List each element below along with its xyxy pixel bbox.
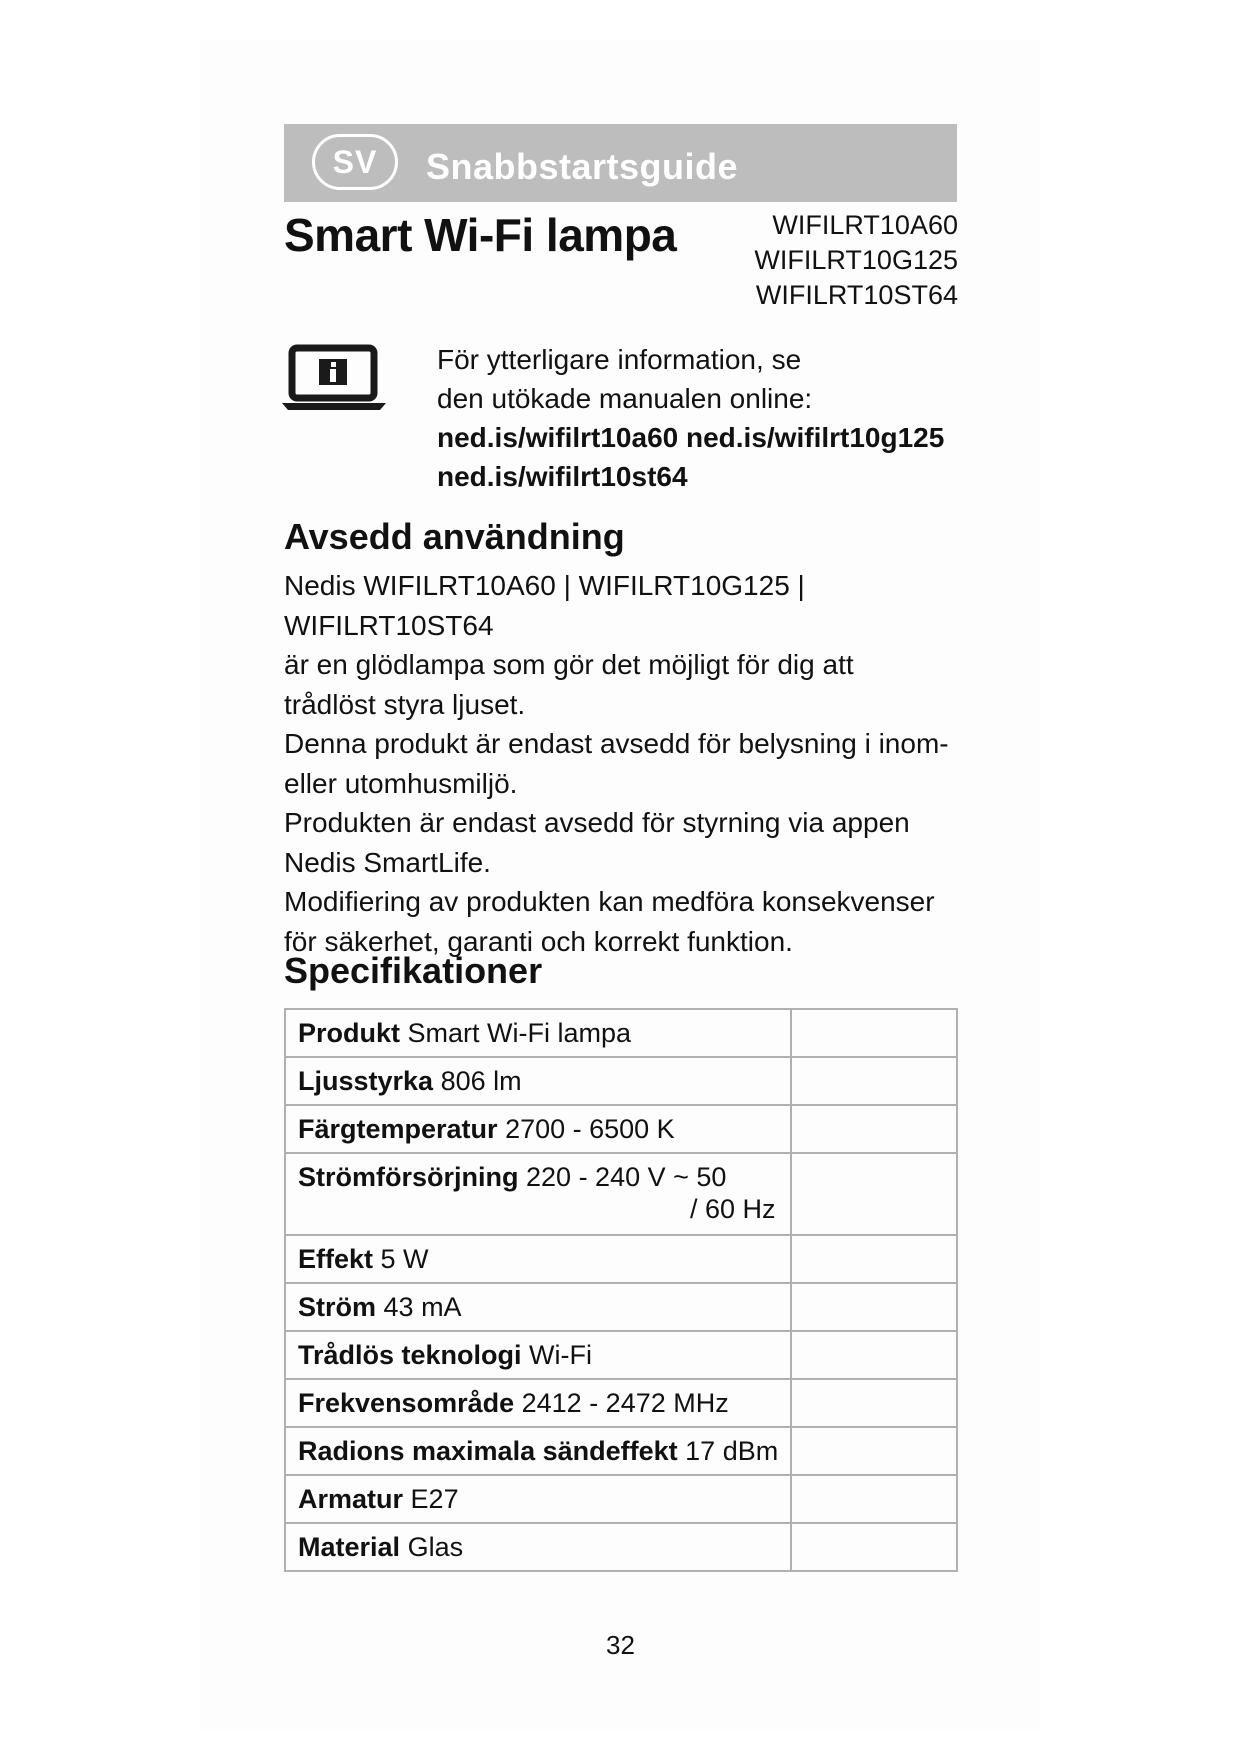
spec-label: Frekvensområde bbox=[298, 1388, 515, 1418]
empty-cell bbox=[791, 1331, 957, 1379]
empty-cell bbox=[791, 1009, 957, 1057]
spec-cell bbox=[285, 1379, 791, 1427]
page-number: 32 bbox=[606, 1630, 635, 1660]
language-badge: SV bbox=[312, 134, 398, 190]
spec-value: 5 W bbox=[380, 1244, 429, 1274]
spec-label: Färgtemperatur bbox=[298, 1114, 498, 1144]
spec-cell bbox=[285, 1427, 791, 1475]
spec-cell bbox=[285, 1523, 791, 1571]
spec-cell bbox=[285, 1105, 791, 1153]
spec-cell bbox=[285, 1475, 791, 1523]
spec-value: Wi-Fi bbox=[529, 1340, 593, 1370]
text-line: eller utomhusmiljö. bbox=[284, 767, 518, 799]
table-row bbox=[285, 1283, 957, 1331]
text-line: för säkerhet, garanti och korrekt funktion. bbox=[284, 925, 793, 957]
table-row bbox=[285, 1153, 957, 1235]
table-row bbox=[285, 1105, 957, 1153]
spec-value: 220 - 240 V ~ 50 bbox=[526, 1162, 727, 1192]
empty-cell bbox=[791, 1235, 957, 1283]
empty-cell bbox=[791, 1427, 957, 1475]
spec-label: Strömförsörjning bbox=[298, 1162, 519, 1192]
language-banner bbox=[284, 124, 957, 202]
spec-cell bbox=[285, 1283, 791, 1331]
specs-heading: Specifikationer bbox=[284, 950, 543, 991]
text-line: Produkten är endast avsedd för styrning via appen bbox=[284, 807, 910, 838]
empty-cell bbox=[791, 1105, 957, 1153]
empty-cell bbox=[791, 1475, 957, 1523]
intended-use-text bbox=[284, 566, 984, 961]
model-number: WIFILRT10ST64 bbox=[755, 280, 958, 310]
spec-value: 2700 - 6500 K bbox=[505, 1114, 675, 1144]
spec-label: Ljusstyrka bbox=[298, 1066, 434, 1096]
table-row bbox=[285, 1057, 957, 1105]
table-row bbox=[285, 1235, 957, 1283]
text-line: Nedis SmartLife. bbox=[284, 846, 491, 878]
manual-links[interactable]: ned.is/wifilrt10a60 ned.is/wifilrt10g125 bbox=[437, 422, 945, 453]
table-row bbox=[285, 1331, 957, 1379]
text-line: trådlöst styra ljuset. bbox=[284, 688, 526, 720]
text-line: Modifiering av produkten kan medföra konsekvenser bbox=[284, 886, 935, 917]
spec-cell bbox=[285, 1235, 791, 1283]
spec-value: 2412 - 2472 MHz bbox=[521, 1388, 729, 1418]
manual-link[interactable]: ned.is/wifilrt10st64 bbox=[437, 461, 688, 492]
spec-value: 17 dBm bbox=[685, 1436, 779, 1466]
model-number: WIFILRT10G125 bbox=[754, 245, 958, 275]
text-line: Nedis WIFILRT10A60 | WIFILRT10G125 | WIFILRT10ST64 bbox=[284, 570, 805, 641]
spec-cell bbox=[285, 1153, 791, 1235]
guide-title: Snabbstartsguide bbox=[426, 146, 739, 187]
empty-cell bbox=[791, 1283, 957, 1331]
spec-cell bbox=[285, 1009, 791, 1057]
empty-cell bbox=[791, 1379, 957, 1427]
spec-label: Material bbox=[298, 1532, 401, 1562]
table-row bbox=[285, 1523, 957, 1571]
spec-value: 806 lm bbox=[440, 1066, 522, 1096]
model-list bbox=[754, 208, 958, 313]
empty-cell bbox=[791, 1523, 957, 1571]
spec-value: Smart Wi-Fi lampa bbox=[407, 1018, 632, 1048]
spec-value-continued: / 60 Hz bbox=[690, 1194, 776, 1224]
spec-cell bbox=[285, 1331, 791, 1379]
table-row bbox=[285, 1475, 957, 1523]
table-row bbox=[285, 1427, 957, 1475]
spec-label: Radions maximala sändeffekt bbox=[298, 1436, 678, 1466]
spec-value: 43 mA bbox=[383, 1292, 462, 1322]
table-row bbox=[285, 1379, 957, 1427]
laptop-info-icon bbox=[282, 344, 388, 414]
spec-value: E27 bbox=[410, 1484, 459, 1514]
spec-label: Effekt bbox=[298, 1244, 374, 1274]
spec-table bbox=[284, 1008, 958, 1572]
info-text: För ytterligare information, se bbox=[437, 344, 802, 375]
spec-label: Produkt bbox=[298, 1018, 401, 1048]
product-title: Smart Wi-Fi lampa bbox=[284, 209, 677, 261]
empty-cell bbox=[791, 1057, 957, 1105]
spec-label: Armatur bbox=[298, 1484, 404, 1514]
spec-value: Glas bbox=[407, 1532, 464, 1562]
text-line: Denna produkt är endast avsedd för belysning i inom- bbox=[284, 728, 949, 759]
empty-cell bbox=[791, 1153, 957, 1235]
model-number: WIFILRT10A60 bbox=[772, 210, 958, 240]
spec-label: Ström bbox=[298, 1292, 377, 1322]
intended-use-heading: Avsedd användning bbox=[284, 516, 625, 557]
spec-cell bbox=[285, 1057, 791, 1105]
online-info bbox=[437, 340, 944, 496]
text-line: är en glödlampa som gör det möjligt för dig att bbox=[284, 649, 854, 680]
info-text: den utökade manualen online: bbox=[437, 383, 813, 414]
spec-label: Trådlös teknologi bbox=[298, 1340, 522, 1370]
table-row bbox=[285, 1009, 957, 1057]
